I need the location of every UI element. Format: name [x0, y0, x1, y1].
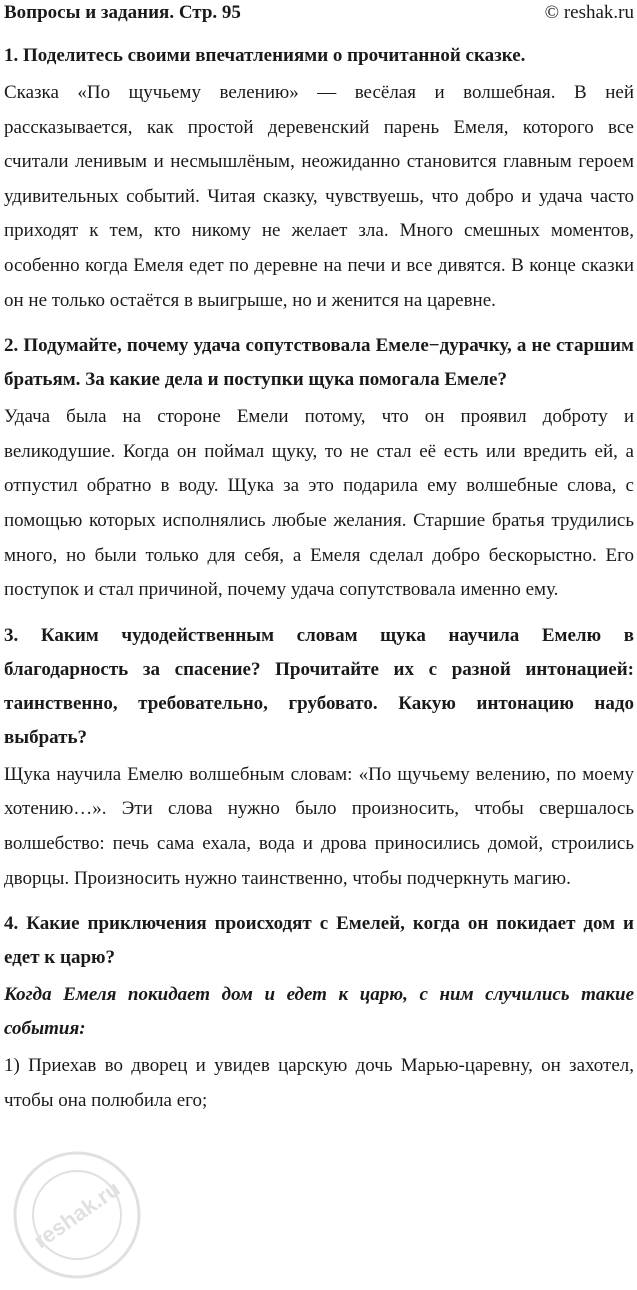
answer-3: Щука научила Емелю волшебным словам: «По щучьему велению, по моему хотению…». Эти слова нужно было произносить, чтобы свершалось волшебство: печь сама ехала, вода и дрова приносились домой, строились дворцы. Произносить нужно таинственно, чтобы подчеркнуть магию. — [4, 763, 634, 889]
answer-1: Сказка «По щучьему велению» — весёлая и волшебная. В ней рассказывается, как простой деревенский парень Емеля, которого все считали ленивым и несмышлёным, неожиданно становится главным героем удивительных событий. Читая сказку, чувствуешь, что добро и удача часто приходят к тем, кто никому не желает зла. Много смешных моментов, особенно когда Емеля едет по деревне на печи и все дивятся. В конце сказки он не только остаётся в выигрыше, но и женится на царевне. — [4, 82, 634, 311]
question-2: 2. Подумайте, почему удача сопутствовала Емеле−дурачку, а не старшим братьям. За какие дела и поступки щука помогала Емеле? — [4, 335, 634, 391]
section-2 — [4, 329, 634, 608]
watermark-text: reshak.ru — [28, 1175, 125, 1254]
section-4 — [4, 907, 634, 1118]
answer-4-intro: Когда Емеля покидает дом и едет к царю, с ним случились такие события: — [4, 984, 634, 1040]
answer-2: Удача была на стороне Емели потому, что он проявил доброту и великодушие. Когда он поймал щуку, то не стал её есть или вредить ей, а отпустил обратно в воду. Щука за это подарила ему волшебные слова, с помощью которых исполнялись любые желания. Старшие братья трудились много, но были только для себя, а Емеля сделал добро бескорыстно. Его поступок и стал причиной, почему удача сопутствовала именно ему. — [4, 406, 634, 601]
section-1 — [4, 39, 634, 318]
site-credit: © reshak.ru — [544, 2, 634, 23]
page-title: Вопросы и задания. Стр. 95 — [4, 2, 241, 23]
answer-4: 1) Приехав во дворец и увидев царскую дочь Марью-царевну, он захотел, чтобы она полюбила его; — [4, 1055, 634, 1111]
page-header — [4, 0, 634, 28]
section-3 — [4, 619, 634, 896]
question-1: 1. Поделитесь своими впечатлениями о прочитанной сказке. — [4, 45, 526, 66]
question-4: 4. Какие приключения происходят с Емелей, когда он покидает дом и едет к царю? — [4, 913, 634, 969]
question-3: 3. Каким чудодейственным словам щука научила Емелю в благодарность за спасение? Прочитайте их с разной интонацией: таинственно, требовательно, грубовато. Какую интонацию надо выбрать? — [4, 624, 634, 748]
